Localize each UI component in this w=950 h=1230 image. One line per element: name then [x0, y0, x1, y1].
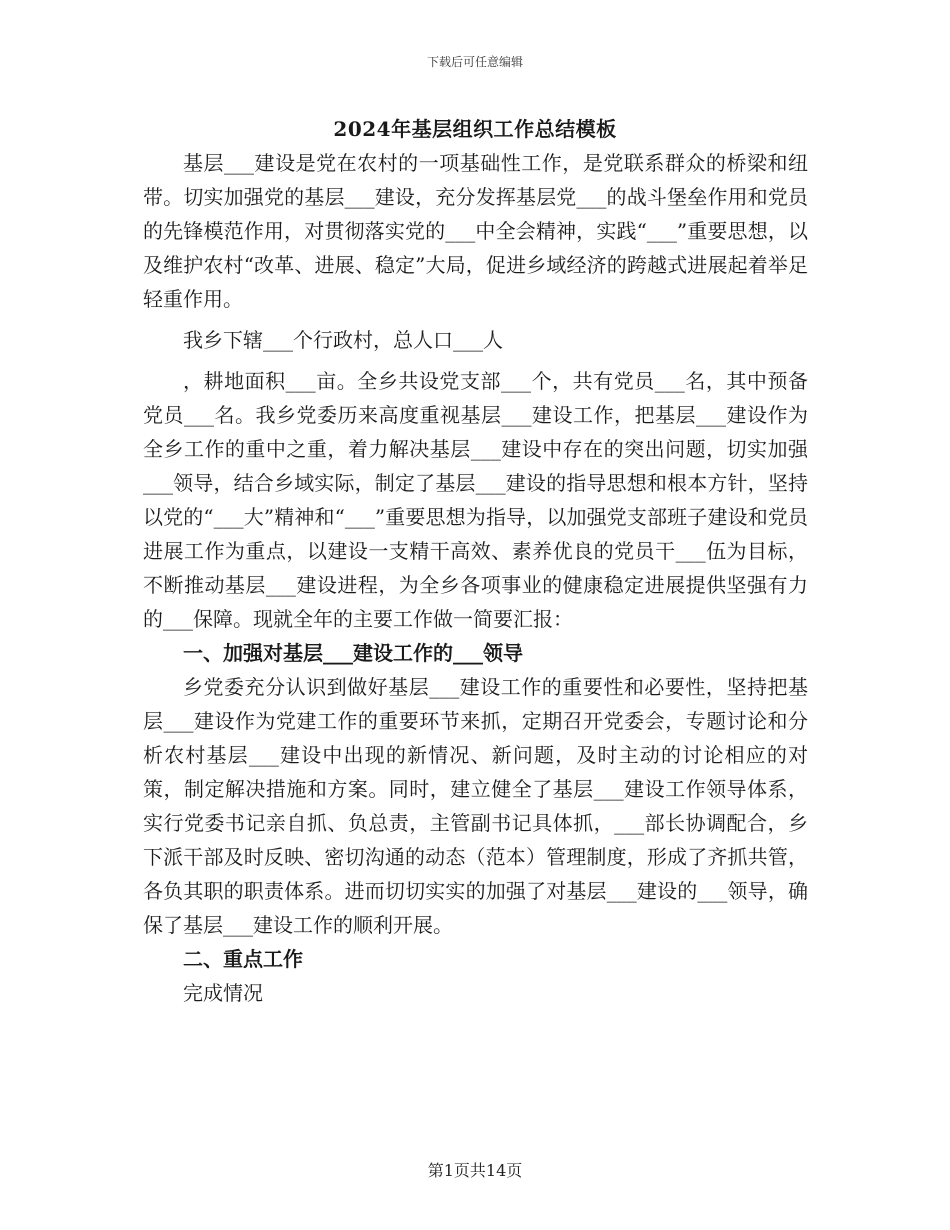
- document-title: 2024年基层组织工作总结模板: [333, 117, 617, 141]
- header-note: 下载后可任意编辑: [426, 55, 523, 69]
- document-body: [143, 146, 808, 1010]
- paragraph-completion: 完成情况: [183, 981, 263, 1005]
- paragraph-leadership: 乡党委充分认识到做好基层___建设工作的重要性和必要性，坚持把基层___建设作为党建工作的重要环节来抓，定期召开党委会，专题讨论和分析农村基层___建设中出现的新情况、新问题，及时主动的讨论相应的对策，制定解决措施和方案。同时，建立健全了基层___建设工作领导体系，实行党委书记亲自抓、负总责，主管副书记具体抓，___部长协调配合，乡下派干部及时反映、密切沟通的动态（范本）管理制度，形成了齐抓共管，各负其职的职责体系。进而切切实实的加强了对基层___建设的___领导，确保了基层___建设工作的顺利开展。: [143, 675, 808, 937]
- section-heading-1: 一、加强对基层___建设工作的___领导: [183, 641, 523, 665]
- paragraph-intro: 基层___建设是党在农村的一项基础性工作，是党联系群众的桥梁和纽带。切实加强党的基层___建设，充分发挥基层党___的战斗堡垒作用和党员的先锋模范作用，对贯彻落实党的___中全会精神，实践“___”重要思想，以及维护农村“改革、进展、稳定”大局，促进乡域经济的跨越式进展起着举足轻重作用。: [143, 151, 808, 311]
- paragraph-overview: ，耕地面积___亩。全乡共设党支部___个，共有党员___名，其中预备党员___名。我乡党委历来高度重视基层___建设工作，把基层___建设作为全乡工作的重中之重，着力解决基层___建设中存在的突出问题，切实加强___领导，结合乡域实际，制定了基层___建设的指导思想和根本方针，坚持以党的“___大”精神和“___”重要思想为指导，以加强党支部班子建设和党员进展工作为重点，以建设一支精干高效、素养优良的党员干___伍为目标，不断推动基层___建设进程，为全乡各项事业的健康稳定进展提供坚强有力的___保障。现就全年的主要工作做一简要汇报：: [143, 369, 808, 631]
- page-number: 第1页共14页: [427, 1161, 523, 1180]
- paragraph-villages: 我乡下辖___个行政村，总人口___人: [183, 328, 503, 352]
- section-heading-2: 二、重点工作: [183, 947, 303, 971]
